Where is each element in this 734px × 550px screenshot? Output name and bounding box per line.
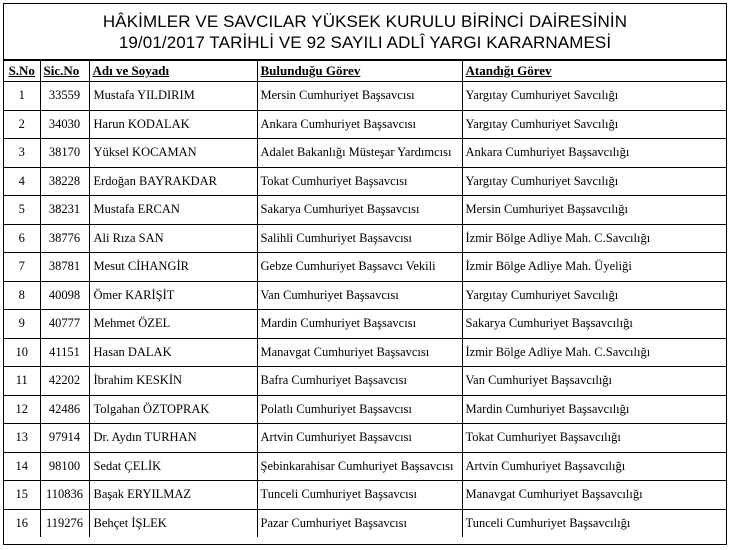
row-name: Mesut CİHANGİR: [89, 253, 257, 282]
title-line-2: 19/01/2017 TARİHLİ VE 92 SAYILI ADLÎ YARGI KARARNAMESİ: [118, 32, 612, 52]
table-row: [4, 196, 726, 225]
row-sicno: 38781: [40, 253, 89, 282]
row-assigned-post: Mersin Cumhuriyet Başsavcılığı: [462, 196, 726, 225]
table-row: [4, 224, 726, 253]
row-name: Yüksel KOCAMAN: [89, 139, 257, 168]
table-row: [4, 82, 726, 111]
table-row: [4, 367, 726, 396]
row-sicno: 40098: [40, 281, 89, 310]
table-row: [4, 167, 726, 196]
header-current-post: Bulunduğu Görev: [257, 61, 462, 82]
row-assigned-post: Tokat Cumhuriyet Başsavcılığı: [462, 424, 726, 453]
row-name: Tolgahan ÖZTOPRAK: [89, 395, 257, 424]
row-assigned-post: Ankara Cumhuriyet Başsavcılığı: [462, 139, 726, 168]
row-sn: 15: [4, 481, 40, 510]
row-sicno: 38231: [40, 196, 89, 225]
row-sn: 13: [4, 424, 40, 453]
row-current-post: Ankara Cumhuriyet Başsavcısı: [257, 110, 462, 139]
row-sn: 9: [4, 310, 40, 339]
row-sn: 12: [4, 395, 40, 424]
row-sicno: 38228: [40, 167, 89, 196]
header-sn: S.No: [4, 61, 40, 82]
row-current-post: Mardin Cumhuriyet Başsavcısı: [257, 310, 462, 339]
row-sicno: 38170: [40, 139, 89, 168]
row-name: Sedat ÇELİK: [89, 452, 257, 481]
row-sn: 5: [4, 196, 40, 225]
row-assigned-post: Sakarya Cumhuriyet Başsavcılığı: [462, 310, 726, 339]
row-current-post: Manavgat Cumhuriyet Başsavcısı: [257, 338, 462, 367]
row-assigned-post: Yargıtay Cumhuriyet Savcılığı: [462, 167, 726, 196]
row-name: Mehmet ÖZEL: [89, 310, 257, 339]
row-sn: 2: [4, 110, 40, 139]
row-sn: 4: [4, 167, 40, 196]
row-sicno: 97914: [40, 424, 89, 453]
row-sn: 11: [4, 367, 40, 396]
row-assigned-post: Van Cumhuriyet Başsavcılığı: [462, 367, 726, 396]
row-sicno: 38776: [40, 224, 89, 253]
row-sn: 16: [4, 509, 40, 537]
row-name: Ali Rıza SAN: [89, 224, 257, 253]
row-current-post: Gebze Cumhuriyet Başsavcı Vekili: [257, 253, 462, 282]
row-current-post: Adalet Bakanlığı Müsteşar Yardımcısı: [257, 139, 462, 168]
table-row: [4, 253, 726, 282]
row-name: Behçet İŞLEK: [89, 509, 257, 537]
header-sicno: Sic.No: [40, 61, 89, 82]
table-row: [4, 481, 726, 510]
row-assigned-post: Yargıtay Cumhuriyet Savcılığı: [462, 281, 726, 310]
row-sicno: 41151: [40, 338, 89, 367]
row-assigned-post: İzmir Bölge Adliye Mah. Üyeliği: [462, 253, 726, 282]
table-row: [4, 139, 726, 168]
row-sicno: 40777: [40, 310, 89, 339]
row-name: İbrahim KESKİN: [89, 367, 257, 396]
row-name: Dr. Aydın TURHAN: [89, 424, 257, 453]
row-assigned-post: Manavgat Cumhuriyet Başsavcılığı: [462, 481, 726, 510]
row-current-post: Tokat Cumhuriyet Başsavcısı: [257, 167, 462, 196]
row-sicno: 34030: [40, 110, 89, 139]
row-name: Mustafa YILDIRIM: [89, 82, 257, 111]
row-assigned-post: İzmir Bölge Adliye Mah. C.Savcılığı: [462, 338, 726, 367]
row-assigned-post: Yargıtay Cumhuriyet Savcılığı: [462, 110, 726, 139]
header-assigned-post: Atandığı Görev: [462, 61, 726, 82]
table-body: [4, 82, 726, 538]
row-sn: 3: [4, 139, 40, 168]
row-sicno: 98100: [40, 452, 89, 481]
table-row: [4, 110, 726, 139]
table-row: [4, 310, 726, 339]
table-row: [4, 338, 726, 367]
row-current-post: Salihli Cumhuriyet Başsavcısı: [257, 224, 462, 253]
table-row: [4, 452, 726, 481]
row-sn: 6: [4, 224, 40, 253]
header-name: Adı ve Soyadı: [89, 61, 257, 82]
row-sicno: 42202: [40, 367, 89, 396]
decree-frame: [3, 3, 727, 545]
row-current-post: Van Cumhuriyet Başsavcısı: [257, 281, 462, 310]
table-row: [4, 281, 726, 310]
row-name: Ömer KARİŞİT: [89, 281, 257, 310]
row-current-post: Pazar Cumhuriyet Başsavcısı: [257, 509, 462, 537]
table-row: [4, 424, 726, 453]
row-current-post: Şebinkarahisar Cumhuriyet Başsavcısı: [257, 452, 462, 481]
row-current-post: Tunceli Cumhuriyet Başsavcısı: [257, 481, 462, 510]
title-line-1: HÂKİMLER VE SAVCILAR YÜKSEK KURULU BİRİNCİ DAİRESİNİN: [102, 11, 628, 31]
row-assigned-post: İzmir Bölge Adliye Mah. C.Savcılığı: [462, 224, 726, 253]
row-sicno: 33559: [40, 82, 89, 111]
row-current-post: Mersin Cumhuriyet Başsavcısı: [257, 82, 462, 111]
row-sn: 7: [4, 253, 40, 282]
appointments-table: [4, 60, 726, 537]
row-current-post: Sakarya Cumhuriyet Başsavcısı: [257, 196, 462, 225]
row-sn: 14: [4, 452, 40, 481]
row-name: Harun KODALAK: [89, 110, 257, 139]
row-assigned-post: Yargıtay Cumhuriyet Savcılığı: [462, 82, 726, 111]
row-name: Mustafa ERCAN: [89, 196, 257, 225]
table-row: [4, 509, 726, 537]
table-header-row: [4, 61, 726, 82]
row-sn: 1: [4, 82, 40, 111]
table-row: [4, 395, 726, 424]
row-assigned-post: Mardin Cumhuriyet Başsavcılığı: [462, 395, 726, 424]
row-name: Erdoğan BAYRAKDAR: [89, 167, 257, 196]
row-sicno: 110836: [40, 481, 89, 510]
row-name: Hasan DALAK: [89, 338, 257, 367]
row-current-post: Artvin Cumhuriyet Başsavcısı: [257, 424, 462, 453]
row-sicno: 42486: [40, 395, 89, 424]
row-sn: 8: [4, 281, 40, 310]
row-sn: 10: [4, 338, 40, 367]
row-sicno: 119276: [40, 509, 89, 537]
row-name: Başak ERYILMAZ: [89, 481, 257, 510]
row-current-post: Bafra Cumhuriyet Başsavcısı: [257, 367, 462, 396]
row-assigned-post: Tunceli Cumhuriyet Başsavcılığı: [462, 509, 726, 537]
row-current-post: Polatlı Cumhuriyet Başsavcısı: [257, 395, 462, 424]
document-title: [4, 4, 726, 60]
row-assigned-post: Artvin Cumhuriyet Başsavcılığı: [462, 452, 726, 481]
